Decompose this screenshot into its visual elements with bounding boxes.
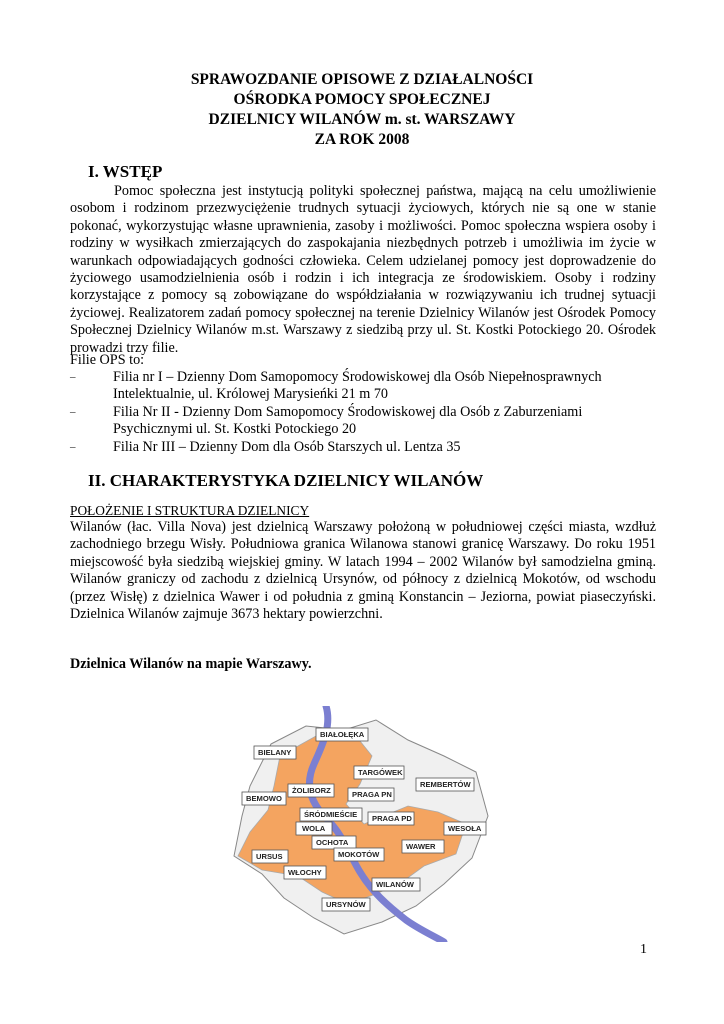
- svg-text:BEMOWO: BEMOWO: [246, 794, 282, 803]
- title-line-1: SPRAWOZDANIE OPISOWE Z DZIAŁALNOŚCI: [190, 71, 534, 88]
- title-line-2: OŚRODKA POMOCY SPOŁECZNEJ: [233, 91, 491, 108]
- svg-text:WOLA: WOLA: [302, 824, 326, 833]
- svg-text:PRAGA PD: PRAGA PD: [372, 814, 412, 823]
- svg-text:REMBERTÓW: REMBERTÓW: [420, 780, 471, 789]
- label-bialoleka: [316, 728, 368, 741]
- list-marker: –: [70, 441, 76, 453]
- label-praga-pd: [368, 812, 414, 825]
- svg-text:WESOŁA: WESOŁA: [448, 824, 482, 833]
- section-1-heading: I. WSTĘP: [88, 162, 163, 181]
- filia-item-2-text: Filia Nr II - Dzienny Dom Samopomocy Środowiskowej dla Osób z Zaburzeniami Psychicznymi ul. St. Kostki Potockiego 20: [113, 404, 583, 438]
- label-wawer: [402, 840, 444, 853]
- list-marker: –: [70, 371, 76, 383]
- page-number: 1: [640, 942, 647, 957]
- label-wola: [296, 822, 332, 835]
- label-bielany: [254, 746, 296, 759]
- filia-item-1-text: Filia nr I – Dzienny Dom Samopomocy Środowiskowej dla Osób Niepełnosprawnych Intelektualnie, ul. Królowej Marysieńki 21 m 70: [113, 369, 602, 403]
- label-mokotow: [334, 848, 384, 861]
- label-rembertow: [416, 778, 474, 791]
- svg-text:ŚRÓDMIEŚCIE: ŚRÓDMIEŚCIE: [304, 810, 358, 819]
- label-zoliborz: [288, 784, 334, 797]
- label-wilanow: [372, 878, 420, 891]
- filie-intro: Filie OPS to:: [70, 352, 145, 368]
- label-bemowo: [242, 792, 286, 805]
- svg-text:URSUS: URSUS: [256, 852, 283, 861]
- svg-text:ŻOLIBORZ: ŻOLIBORZ: [292, 786, 331, 795]
- svg-text:MOKOTÓW: MOKOTÓW: [338, 850, 380, 859]
- list-marker: –: [70, 406, 76, 418]
- title-line-4: ZA ROK 2008: [314, 131, 410, 148]
- label-ursynow: [322, 898, 370, 911]
- title-line-3: DZIELNICY WILANÓW m. st. WARSZAWY: [208, 111, 516, 128]
- svg-text:WAWER: WAWER: [406, 842, 436, 851]
- filia-item-3-text: Filia Nr III – Dzienny Dom dla Osób Starszych ul. Lentza 35: [113, 439, 461, 455]
- document-title: [0, 70, 724, 150]
- svg-text:WŁOCHY: WŁOCHY: [288, 868, 322, 877]
- section-1-paragraph-text: Pomoc społeczna jest instytucją polityki społecznej państwa, mającą na celu umożliwienie osobom i rodzinom przezwyciężenie trudnych sytuacji życiowych, których nie są one w stanie pokonać, wykorzystując własne uprawnienia, zasoby i możliwości. Pomoc społeczna wspiera osoby i rodziny w wysiłkach zmierzających do zaspokajania niezbędnych potrzeb i umożliwia im życie w warunkach odpowiadających godności człowieka. Celem udzielanej pomocy jest doprowadzenie do życiowego usamodzielnienia osób i rodzin i ich integracja ze środowiskiem. Osoby i rodziny korzystające z pomocy są zobowiązane do współdziałania w rozwiązywaniu ich trudnej sytuacji życiowej. Realizatorem zadań pomocy społecznej na terenie Dzielnicy Wilanów jest Ośrodek Pomocy Społecznej Dzielnicy Wilanów m.st. Warszawy z siedzibą przy ul. St. Kostki Potockiego 20. Ośrodek prowadzi trzy filie.: [70, 183, 656, 356]
- svg-text:PRAGA PN: PRAGA PN: [352, 790, 392, 799]
- label-praga-pn: [348, 788, 394, 801]
- svg-text:URSYNÓW: URSYNÓW: [326, 900, 366, 909]
- svg-text:WILANÓW: WILANÓW: [376, 880, 414, 889]
- svg-text:OCHOTA: OCHOTA: [316, 838, 349, 847]
- label-wlochy: [284, 866, 326, 879]
- label-ochota: [312, 836, 356, 849]
- label-wesola: [444, 822, 486, 835]
- section-2-subheading: POŁOŻENIE I STRUKTURA DZIELNICY: [70, 503, 310, 518]
- svg-text:BIELANY: BIELANY: [258, 748, 292, 757]
- label-srodmiescie: [300, 808, 362, 821]
- warsaw-districts-map: [176, 706, 494, 942]
- section-2-heading: II. CHARAKTERYSTYKA DZIELNICY WILANÓW: [88, 471, 484, 490]
- label-ursus: [252, 850, 288, 863]
- map-caption: Dzielnica Wilanów na mapie Warszawy.: [70, 656, 312, 672]
- section-2-paragraph: Wilanów (łac. Villa Nova) jest dzielnicą Warszawy położoną w południowej części miasta, wzdłuż zachodniego brzegu Wisły. Południowa granica Wilanowa stanowi granicę Warszawy. Do roku 1951 miejscowość była siedzibą wiejskiej gminy. W latach 1994 – 2002 Wilanów był samodzielna gminą. Wilanów graniczy od zachodu z dzielnicą Ursynów, od północy z dzielnicą Mokotów, od wschodu (przez Wisłę) z dzielnica Wawer i od południa z gminą Konstancin – Jeziorna, powiat piaseczyński. Dzielnica Wilanów zajmuje 3673 hektary powierzchni.: [70, 519, 656, 623]
- svg-text:TARGÓWEK: TARGÓWEK: [358, 768, 403, 777]
- section-1-paragraph: [70, 183, 656, 357]
- label-targowek: [354, 766, 404, 779]
- svg-text:BIAŁOŁĘKA: BIAŁOŁĘKA: [320, 730, 365, 739]
